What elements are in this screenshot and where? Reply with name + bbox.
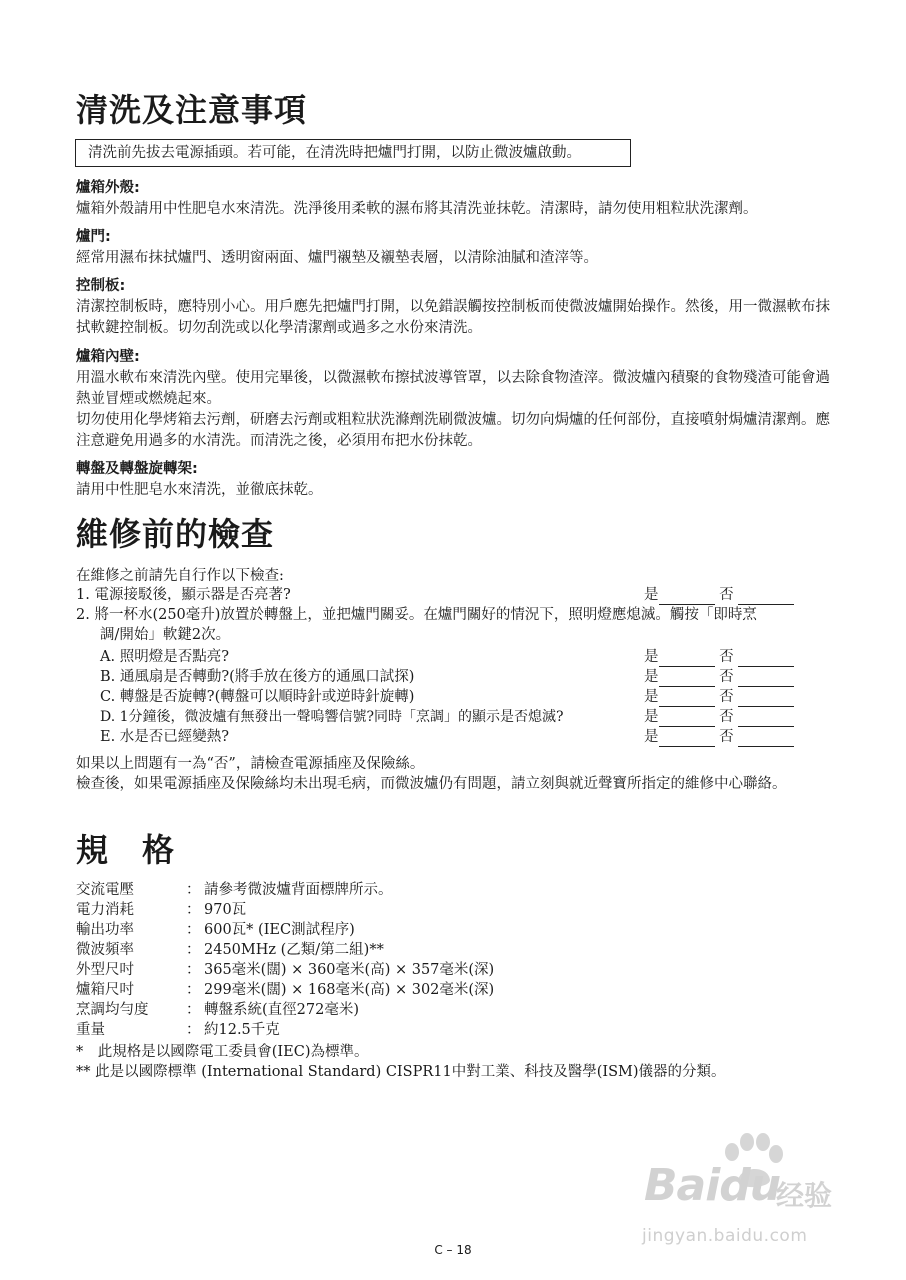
baidu-url-text: jingyan.baidu.com — [642, 1226, 808, 1246]
check-subitem: D. 1分鐘後，微波爐有無發出一聲嗚響信號?同時「烹調」的顯示是否熄滅? — [100, 709, 564, 725]
specs-title: 規 格 — [76, 831, 176, 869]
no-blank[interactable] — [738, 731, 794, 747]
spec-key: 交流電壓 — [76, 882, 134, 898]
yes-blank[interactable] — [659, 691, 715, 707]
section-text: 經常用濕布抹拭爐門、透明窗兩面、爐門襯墊及襯墊表層，以清除油膩和渣滓等。 — [76, 250, 598, 266]
yes-blank[interactable] — [659, 711, 715, 727]
section-heading: 轉盤及轉盤旋轉架: — [76, 461, 198, 477]
spec-colon: ： — [186, 882, 201, 898]
yes-no-field[interactable]: 是 否 — [644, 687, 794, 707]
baidu-logo-text: Baidu — [644, 1160, 781, 1211]
page-number: C – 18 — [434, 1243, 472, 1257]
yes-blank[interactable] — [659, 671, 715, 687]
no-blank[interactable] — [738, 711, 794, 727]
yes-blank[interactable] — [659, 589, 715, 605]
yes-no-field[interactable]: 是 否 — [644, 667, 794, 687]
section-text: 爐箱外殼請用中性肥皂水來清洗。洗淨後用柔軟的濕布將其清洗並抹乾。清潔時，請勿使用粗粒狀洗潔劑。 — [76, 201, 758, 217]
spec-key: 輸出功率 — [76, 922, 134, 938]
check-subitem: B. 通風扇是否轉動?(將手放在後方的通風口試探) — [100, 669, 415, 685]
check-after-2: 檢查後，如果電源插座及保險絲均未出現毛病，而微波爐仍有問題，請立刻與就近聲寶所指定的維修中心聯絡。 — [76, 776, 787, 792]
check-item-2-cont: 調/開始」軟鍵2次。 — [100, 627, 231, 643]
yes-no-field[interactable]: 是 否 — [644, 707, 794, 727]
spec-colon: ： — [186, 902, 201, 918]
yes-blank[interactable] — [659, 731, 715, 747]
spec-key: 外型尺吋 — [76, 962, 134, 978]
check-subitem: A. 照明燈是否點亮? — [100, 649, 229, 665]
section-heading: 控制板: — [76, 278, 126, 294]
spec-value: 299毫米(闊) × 168毫米(高) × 302毫米(深) — [204, 982, 495, 998]
section-text: 用溫水軟布來清洗內壁。使用完畢後，以微濕軟布擦拭波導管罩，以去除食物渣滓。微波爐內積聚的食物殘渣可能會過熱並冒煙或燃燒起來。 — [76, 370, 830, 407]
no-blank[interactable] — [738, 589, 794, 605]
spec-value: 2450MHz (乙類/第二組)** — [204, 942, 384, 958]
yes-blank[interactable] — [659, 651, 715, 667]
check-title: 維修前的檢查 — [76, 515, 275, 553]
spec-key: 電力消耗 — [76, 902, 134, 918]
no-blank[interactable] — [738, 651, 794, 667]
check-subitem: C. 轉盤是否旋轉?(轉盤可以順時針或逆時針旋轉) — [100, 689, 415, 705]
check-after-1: 如果以上問題有一為“否”，請檢查電源插座及保險絲。 — [76, 756, 425, 772]
spec-footnote-1: * 此規格是以國際電工委員會(IEC)為標準。 — [76, 1044, 369, 1060]
check-intro: 在維修之前請先自行作以下檢查: — [76, 568, 284, 584]
cleaning-title: 清洗及注意事項 — [76, 91, 308, 129]
check-subitem: E. 水是否已經變熱? — [100, 729, 230, 745]
spec-key: 爐箱尺吋 — [76, 982, 134, 998]
spec-key: 烹調均勻度 — [76, 1002, 149, 1018]
check-item-1: 1. 電源接駁後，顯示器是否亮著? — [76, 587, 291, 603]
spec-colon: ： — [186, 1022, 201, 1038]
yes-no-field[interactable]: 是 否 — [644, 727, 794, 747]
spec-value: 970瓦 — [204, 902, 247, 918]
section-heading: 爐門: — [76, 229, 111, 245]
yes-no-field[interactable]: 是 否 — [644, 585, 794, 605]
cleaning-notice-box: 清洗前先拔去電源插頭。若可能，在清洗時把爐門打開，以防止微波爐啟動。 — [75, 139, 631, 167]
no-blank[interactable] — [738, 691, 794, 707]
spec-colon: ： — [186, 962, 201, 978]
check-item-2: 2. 將一杯水(250毫升)放置於轉盤上，並把爐門關妥。在爐門關好的情況下，照明燈應熄滅。觸按「即時烹 — [76, 607, 757, 623]
spec-value: 請參考微波爐背面標牌所示。 — [204, 882, 393, 898]
spec-footnote-2: ** 此是以國際標準 (International Standard) CISPR11中對工業、科技及醫學(ISM)儀器的分類。 — [76, 1064, 726, 1080]
spec-colon: ： — [186, 922, 201, 938]
section-text: 請用中性肥皂水來清洗，並徹底抹乾。 — [76, 482, 323, 498]
spec-value: 365毫米(闊) × 360毫米(高) × 357毫米(深) — [204, 962, 495, 978]
spec-colon: ： — [186, 1002, 201, 1018]
section-heading: 爐箱外殼: — [76, 180, 140, 196]
no-blank[interactable] — [738, 671, 794, 687]
spec-value: 轉盤系統(直徑272毫米) — [204, 1002, 359, 1018]
spec-value: 600瓦* (IEC測試程序) — [204, 922, 355, 938]
spec-key: 重量 — [76, 1022, 105, 1038]
section-heading: 爐箱內壁: — [76, 349, 140, 365]
spec-value: 約12.5千克 — [204, 1022, 280, 1038]
section-text: 切勿使用化學烤箱去污劑，研磨去污劑或粗粒狀洗滌劑洗刷微波爐。切勿向焗爐的任何部份，直接噴射焗爐清潔劑。應注意避免用過多的水清洗。而清洗之後，必須用布把水份抹乾。 — [76, 412, 830, 449]
spec-colon: ： — [186, 942, 201, 958]
yes-no-field[interactable]: 是 否 — [644, 647, 794, 667]
baidu-jingyan-text: 经验 — [776, 1179, 833, 1212]
spec-key: 微波頻率 — [76, 942, 134, 958]
spec-colon: ： — [186, 982, 201, 998]
section-text: 清潔控制板時，應特別小心。用戶應先把爐門打開，以免錯誤觸按控制板而使微波爐開始操作。然後，用一微濕軟布抹拭軟鍵控制板。切勿刮洗或以化學清潔劑或過多之水份來清洗。 — [76, 299, 830, 336]
